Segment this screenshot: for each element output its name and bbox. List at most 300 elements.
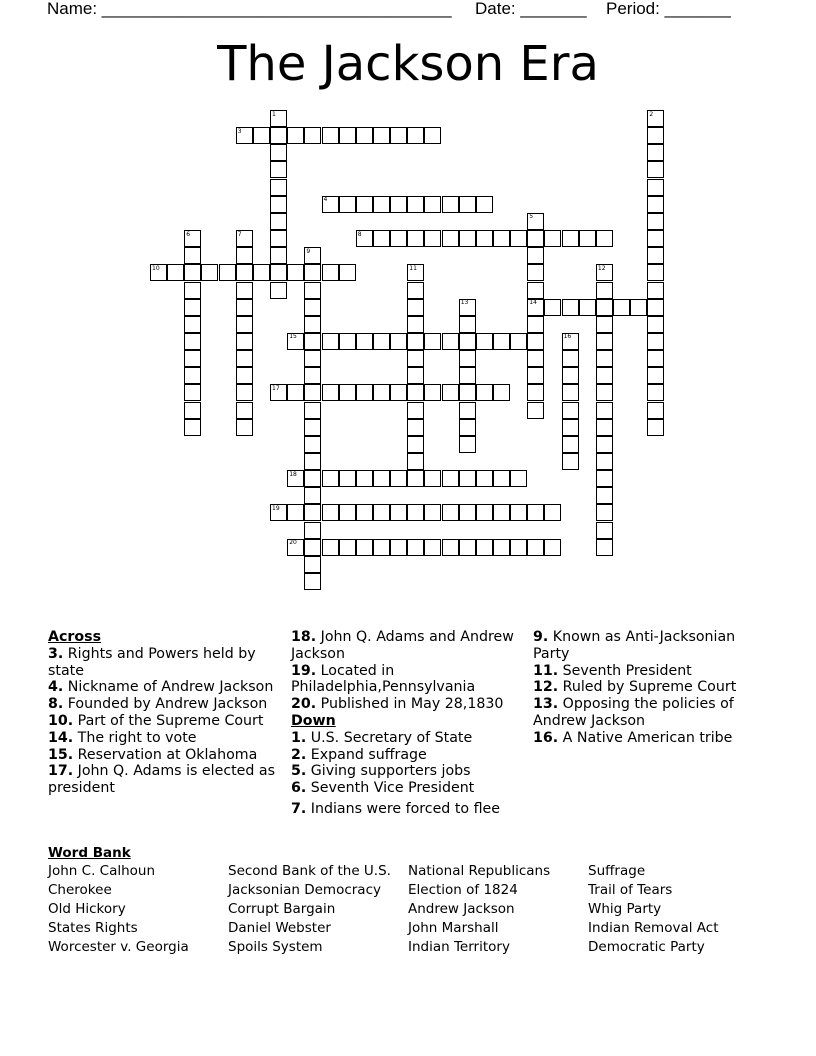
grid-cell[interactable] (459, 402, 476, 419)
clues-column-3 (533, 629, 773, 747)
grid-cell[interactable] (596, 522, 613, 539)
grid-cell[interactable] (236, 316, 253, 333)
grid-cell[interactable] (236, 350, 253, 367)
grid-cell[interactable] (459, 196, 476, 213)
grid-cell[interactable] (424, 504, 441, 521)
word-bank-item: Spoils System (228, 939, 323, 955)
grid-cell[interactable] (253, 264, 270, 281)
grid-cell[interactable] (407, 539, 424, 556)
grid-cell[interactable] (304, 282, 321, 299)
grid-cell[interactable] (476, 196, 493, 213)
grid-cell[interactable] (459, 384, 476, 401)
grid-cell[interactable] (562, 384, 579, 401)
grid-cell[interactable] (527, 316, 544, 333)
clue-across-20: 20. Published in May 28,1830 (291, 696, 504, 713)
across-heading: Across (48, 629, 102, 645)
grid-cell[interactable] (356, 384, 373, 401)
grid-cell[interactable] (527, 350, 544, 367)
grid-cell[interactable] (390, 127, 407, 144)
grid-cell[interactable] (459, 367, 476, 384)
grid-cell[interactable] (390, 504, 407, 521)
clue-across-19: 19. Located in Philadelphia,Pennsylvania (291, 662, 476, 696)
word-bank-item: National Republicans (408, 863, 551, 879)
page-title: The Jackson Era (217, 36, 599, 92)
grid-cell[interactable] (356, 333, 373, 350)
grid-cell[interactable] (184, 299, 201, 316)
grid-cell[interactable] (579, 299, 596, 316)
grid-cell[interactable] (562, 453, 579, 470)
grid-cell[interactable] (373, 470, 390, 487)
clue-down-16: 16. A Native American tribe (533, 729, 733, 746)
grid-cell[interactable] (510, 470, 527, 487)
grid-cell[interactable] (339, 333, 356, 350)
grid-cell[interactable] (304, 316, 321, 333)
clue-number-label: 2 (649, 110, 654, 118)
grid-cell[interactable] (322, 504, 339, 521)
grid-cell[interactable] (304, 299, 321, 316)
grid-cell[interactable] (390, 196, 407, 213)
grid-cell[interactable] (407, 470, 424, 487)
grid-cell[interactable] (562, 419, 579, 436)
clue-number-label: 16 (563, 333, 572, 341)
word-bank-column-4 (588, 862, 768, 957)
grid-cell[interactable] (339, 196, 356, 213)
clue-number-label: 8 (357, 230, 362, 238)
clue-number-label: 19 (272, 504, 280, 512)
grid-cell[interactable] (407, 453, 424, 470)
grid-cell[interactable] (647, 367, 664, 384)
grid-cell[interactable] (270, 161, 287, 178)
grid-cell[interactable] (287, 384, 304, 401)
grid-cell[interactable] (373, 384, 390, 401)
grid-cell[interactable] (390, 539, 407, 556)
grid-cell[interactable] (304, 333, 321, 350)
word-bank-item: Worcester v. Georgia (48, 939, 189, 955)
grid-cell[interactable] (647, 316, 664, 333)
clue-number-label: 20 (289, 539, 297, 547)
grid-cell[interactable] (356, 127, 373, 144)
grid-cell[interactable] (459, 230, 476, 247)
grid-cell[interactable] (527, 264, 544, 281)
word-bank-item: Second Bank of the U.S. (228, 863, 391, 879)
grid-cell[interactable] (407, 299, 424, 316)
grid-cell[interactable] (596, 384, 613, 401)
grid-cell[interactable] (442, 504, 459, 521)
clue-down-13: 13. Opposing the policies of Andrew Jackson (533, 696, 734, 729)
grid-cell[interactable] (407, 127, 424, 144)
grid-cell[interactable] (459, 419, 476, 436)
grid-cell[interactable] (596, 539, 613, 556)
grid-cell[interactable] (442, 333, 459, 350)
grid-cell[interactable] (527, 504, 544, 521)
grid-cell[interactable] (184, 247, 201, 264)
grid-cell[interactable] (596, 487, 613, 504)
grid-cell[interactable] (390, 470, 407, 487)
name-line: Name: _____________________________________ (47, 0, 452, 18)
clue-number-label: 1 (272, 110, 276, 118)
clue-down-12: 12. Ruled by Supreme Court (533, 679, 737, 696)
grid-cell[interactable] (630, 299, 647, 316)
clue-number-label: 5 (529, 213, 534, 221)
grid-cell[interactable] (527, 384, 544, 401)
grid-cell[interactable] (304, 453, 321, 470)
grid-cell[interactable] (562, 299, 579, 316)
grid-cell[interactable] (562, 350, 579, 367)
grid-cell[interactable] (236, 282, 253, 299)
clue-down-2: 2. Expand suffrage (291, 746, 427, 763)
grid-cell[interactable] (304, 384, 321, 401)
clue-number-label: 18 (289, 470, 297, 478)
grid-cell[interactable] (442, 470, 459, 487)
grid-cell[interactable] (424, 470, 441, 487)
grid-cell[interactable] (407, 402, 424, 419)
grid-cell[interactable] (424, 196, 441, 213)
grid-cell[interactable] (373, 230, 390, 247)
grid-cell[interactable] (407, 333, 424, 350)
word-bank-item: Daniel Webster (228, 920, 331, 936)
grid-cell[interactable] (476, 230, 493, 247)
grid-cell[interactable] (304, 436, 321, 453)
word-bank-column-2 (228, 862, 408, 957)
grid-cell[interactable] (322, 384, 339, 401)
clue-number-label: 10 (152, 264, 160, 272)
grid-cell[interactable] (356, 539, 373, 556)
grid-cell[interactable] (493, 384, 510, 401)
clue-across-17: 17. John Q. Adams is elected as president (48, 763, 276, 797)
grid-cell[interactable] (442, 196, 459, 213)
grid-cell[interactable] (167, 264, 184, 281)
clue-down-5: 5. Giving supporters jobs (291, 763, 471, 780)
grid-cell[interactable] (407, 436, 424, 453)
grid-cell[interactable] (287, 127, 304, 144)
clue-number-label: 9 (306, 247, 311, 255)
grid-cell[interactable] (596, 299, 613, 316)
word-bank-column-3 (408, 862, 588, 957)
clue-down-9: 9. Known as Anti-Jacksonian Party (533, 629, 736, 662)
grid-cell[interactable] (304, 504, 321, 521)
grid-cell[interactable] (184, 282, 201, 299)
grid-cell[interactable] (527, 367, 544, 384)
grid-cell[interactable] (647, 144, 664, 161)
clue-number-label: 12 (597, 264, 606, 272)
grid-cell[interactable] (184, 316, 201, 333)
grid-cell[interactable] (562, 230, 579, 247)
grid-cell[interactable] (527, 230, 544, 247)
grid-cell[interactable] (407, 419, 424, 436)
clues-column-1 (48, 629, 288, 797)
grid-cell[interactable] (544, 230, 561, 247)
grid-cell[interactable] (322, 333, 339, 350)
grid-cell[interactable] (596, 230, 613, 247)
grid-cell[interactable] (407, 196, 424, 213)
grid-cell[interactable] (424, 384, 441, 401)
grid-cell[interactable] (442, 539, 459, 556)
grid-cell[interactable] (647, 247, 664, 264)
grid-cell[interactable] (304, 539, 321, 556)
grid-cell[interactable] (373, 127, 390, 144)
grid-cell[interactable] (270, 282, 287, 299)
grid-cell[interactable] (236, 264, 253, 281)
clue-across-18: 18. John Q. Adams and Andrew Jackson (291, 629, 514, 662)
grid-cell[interactable] (596, 436, 613, 453)
grid-cell[interactable] (339, 539, 356, 556)
grid-cell[interactable] (270, 213, 287, 230)
clue-down-11: 11. Seventh President (533, 662, 692, 679)
grid-cell[interactable] (356, 470, 373, 487)
grid-cell[interactable] (236, 367, 253, 384)
grid-cell[interactable] (304, 522, 321, 539)
grid-cell[interactable] (322, 539, 339, 556)
grid-cell[interactable] (356, 196, 373, 213)
clue-number-label: 14 (529, 299, 537, 307)
period-line: Period: _______ (606, 0, 731, 18)
word-bank-item: Trail of Tears (588, 882, 673, 898)
grid-cell[interactable] (459, 436, 476, 453)
grid-cell[interactable] (184, 333, 201, 350)
grid-cell[interactable] (304, 350, 321, 367)
word-bank-item: John C. Calhoun (48, 863, 156, 879)
grid-cell[interactable] (184, 367, 201, 384)
grid-cell[interactable] (596, 367, 613, 384)
clue-across-10: 10. Part of the Supreme Court (48, 712, 264, 729)
grid-cell[interactable] (562, 436, 579, 453)
grid-cell[interactable] (407, 350, 424, 367)
grid-cell[interactable] (596, 470, 613, 487)
grid-cell[interactable] (476, 384, 493, 401)
grid-cell[interactable] (424, 333, 441, 350)
word-bank-item: Old Hickory (48, 901, 126, 917)
grid-cell[interactable] (510, 539, 527, 556)
grid-cell[interactable] (424, 127, 441, 144)
word-bank-item: Cherokee (48, 882, 112, 898)
grid-cell[interactable] (184, 350, 201, 367)
grid-cell[interactable] (596, 282, 613, 299)
grid-cell[interactable] (647, 161, 664, 178)
grid-cell[interactable] (442, 384, 459, 401)
grid-cell[interactable] (596, 316, 613, 333)
grid-cell[interactable] (647, 179, 664, 196)
grid-cell[interactable] (407, 282, 424, 299)
grid-cell[interactable] (270, 144, 287, 161)
grid-cell[interactable] (356, 504, 373, 521)
grid-cell[interactable] (270, 196, 287, 213)
grid-cell[interactable] (527, 333, 544, 350)
clue-number-label: 7 (237, 230, 242, 238)
grid-cell[interactable] (459, 539, 476, 556)
grid-cell[interactable] (544, 299, 561, 316)
clue-number-label: 17 (272, 384, 280, 392)
grid-cell[interactable] (459, 350, 476, 367)
grid-cell[interactable] (304, 367, 321, 384)
grid-cell[interactable] (647, 299, 664, 316)
grid-cell[interactable] (304, 573, 321, 590)
grid-cell[interactable] (339, 470, 356, 487)
grid-cell[interactable] (510, 333, 527, 350)
word-bank-item: Suffrage (588, 863, 646, 879)
grid-cell[interactable] (322, 127, 339, 144)
grid-cell[interactable] (304, 487, 321, 504)
grid-cell[interactable] (236, 247, 253, 264)
grid-cell[interactable] (647, 333, 664, 350)
grid-cell[interactable] (373, 196, 390, 213)
grid-cell[interactable] (562, 367, 579, 384)
grid-cell[interactable] (184, 402, 201, 419)
grid-cell[interactable] (459, 316, 476, 333)
grid-cell[interactable] (527, 247, 544, 264)
grid-cell[interactable] (270, 264, 287, 281)
word-bank-item: Jacksonian Democracy (228, 882, 381, 898)
grid-cell[interactable] (287, 264, 304, 281)
word-bank-item: Corrupt Bargain (228, 901, 336, 917)
grid-cell[interactable] (253, 127, 270, 144)
grid-cell[interactable] (184, 264, 201, 281)
grid-cell[interactable] (493, 333, 510, 350)
grid-cell[interactable] (562, 402, 579, 419)
word-bank-item: States Rights (48, 920, 138, 936)
grid-cell[interactable] (510, 504, 527, 521)
grid-cell[interactable] (270, 127, 287, 144)
date-line: Date: _______ (475, 0, 587, 18)
grid-cell[interactable] (596, 402, 613, 419)
grid-cell[interactable] (459, 470, 476, 487)
grid-cell[interactable] (184, 384, 201, 401)
grid-cell[interactable] (236, 299, 253, 316)
word-bank-item: Democratic Party (588, 939, 705, 955)
grid-cell[interactable] (304, 127, 321, 144)
grid-cell[interactable] (339, 384, 356, 401)
grid-cell[interactable] (544, 539, 561, 556)
grid-cell[interactable] (390, 384, 407, 401)
grid-cell[interactable] (493, 504, 510, 521)
grid-cell[interactable] (613, 299, 630, 316)
clue-number-label: 6 (186, 230, 191, 238)
grid-cell[interactable] (201, 264, 218, 281)
grid-cell[interactable] (304, 556, 321, 573)
grid-cell[interactable] (476, 539, 493, 556)
word-bank-item: Indian Territory (408, 939, 510, 955)
word-bank-item: Andrew Jackson (408, 901, 515, 917)
grid-cell[interactable] (407, 384, 424, 401)
clue-across-8: 8. Founded by Andrew Jackson (48, 696, 268, 713)
grid-cell[interactable] (596, 419, 613, 436)
grid-cell[interactable] (424, 230, 441, 247)
clue-number-label: 13 (460, 299, 469, 307)
grid-cell[interactable] (647, 350, 664, 367)
clue-number-label: 4 (323, 196, 328, 204)
grid-cell[interactable] (339, 504, 356, 521)
grid-cell[interactable] (647, 213, 664, 230)
grid-cell[interactable] (424, 539, 441, 556)
word-bank-column-1 (48, 862, 228, 957)
grid-cell[interactable] (373, 504, 390, 521)
grid-cell[interactable] (270, 179, 287, 196)
grid-cell[interactable] (476, 333, 493, 350)
clues-column-2 (291, 629, 531, 818)
clue-number-label: 15 (289, 333, 297, 341)
grid-cell[interactable] (270, 247, 287, 264)
grid-cell[interactable] (647, 419, 664, 436)
clue-down-1: 1. U.S. Secretary of State (291, 729, 473, 746)
grid-cell[interactable] (493, 539, 510, 556)
clue-number-label: 3 (237, 127, 242, 135)
grid-cell[interactable] (510, 230, 527, 247)
grid-cell[interactable] (647, 384, 664, 401)
grid-cell[interactable] (442, 230, 459, 247)
grid-cell[interactable] (304, 264, 321, 281)
clue-across-4: 4. Nickname of Andrew Jackson (48, 679, 274, 696)
grid-cell[interactable] (373, 333, 390, 350)
clue-down-7: 7. Indians were forced to flee (291, 800, 500, 817)
grid-cell[interactable] (596, 333, 613, 350)
word-bank-item: Indian Removal Act (588, 920, 719, 936)
grid-cell[interactable] (459, 504, 476, 521)
grid-cell[interactable] (647, 282, 664, 299)
grid-cell[interactable] (476, 504, 493, 521)
clue-down-6: 6. Seventh Vice President (291, 780, 475, 797)
word-bank-item: Whig Party (588, 901, 662, 917)
grid-cell[interactable] (647, 196, 664, 213)
grid-cell[interactable] (544, 504, 561, 521)
grid-cell[interactable] (407, 367, 424, 384)
grid-cell[interactable] (459, 333, 476, 350)
grid-cell[interactable] (647, 402, 664, 419)
grid-cell[interactable] (287, 504, 304, 521)
grid-cell[interactable] (596, 350, 613, 367)
grid-cell[interactable] (407, 504, 424, 521)
grid-cell[interactable] (493, 470, 510, 487)
grid-cell[interactable] (236, 419, 253, 436)
grid-cell[interactable] (527, 402, 544, 419)
grid-cell[interactable] (236, 402, 253, 419)
grid-cell[interactable] (596, 504, 613, 521)
grid-cell[interactable] (407, 230, 424, 247)
grid-cell[interactable] (647, 264, 664, 281)
grid-cell[interactable] (390, 230, 407, 247)
grid-cell[interactable] (390, 333, 407, 350)
grid-cell[interactable] (184, 419, 201, 436)
grid-cell[interactable] (304, 470, 321, 487)
grid-cell[interactable] (304, 402, 321, 419)
clue-across-3: 3. Rights and Powers held by state (48, 645, 256, 679)
grid-cell[interactable] (339, 264, 356, 281)
down-heading: Down (291, 712, 336, 729)
grid-cell[interactable] (373, 539, 390, 556)
grid-cell[interactable] (527, 539, 544, 556)
grid-cell[interactable] (304, 419, 321, 436)
grid-cell[interactable] (322, 470, 339, 487)
grid-cell[interactable] (579, 230, 596, 247)
grid-cell[interactable] (236, 333, 253, 350)
grid-cell[interactable] (339, 127, 356, 144)
grid-cell[interactable] (647, 127, 664, 144)
clue-number-label: 11 (409, 264, 417, 272)
grid-cell[interactable] (219, 264, 236, 281)
grid-cell[interactable] (322, 264, 339, 281)
grid-cell[interactable] (596, 453, 613, 470)
grid-cell[interactable] (407, 316, 424, 333)
grid-cell[interactable] (493, 230, 510, 247)
grid-cell[interactable] (476, 470, 493, 487)
clue-across-15: 15. Reservation at Oklahoma (48, 746, 258, 763)
grid-cell[interactable] (527, 282, 544, 299)
word-bank-item: Election of 1824 (408, 882, 518, 898)
grid-cell[interactable] (270, 230, 287, 247)
grid-cell[interactable] (236, 384, 253, 401)
grid-cell[interactable] (647, 230, 664, 247)
word-bank-title: Word Bank (48, 845, 131, 861)
clue-across-14: 14. The right to vote (48, 729, 197, 746)
word-bank-item: John Marshall (408, 920, 499, 936)
